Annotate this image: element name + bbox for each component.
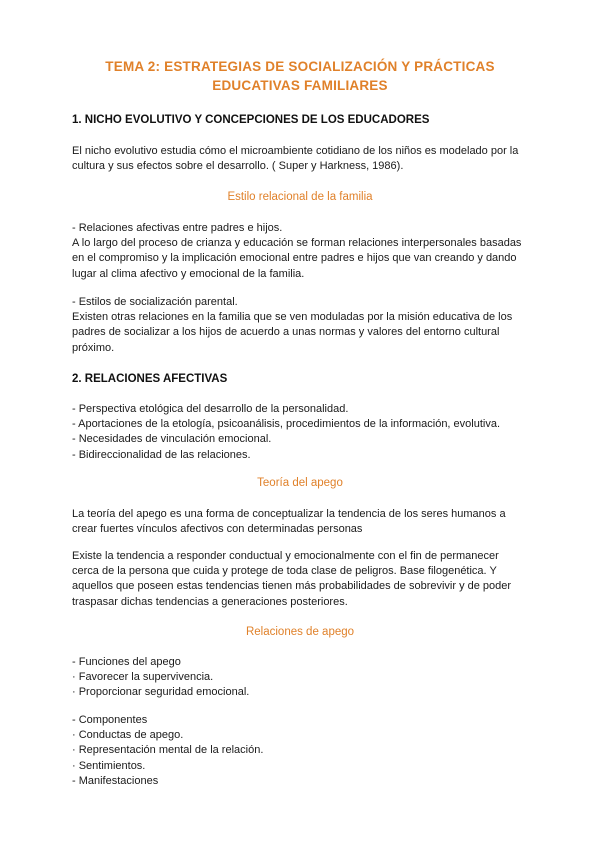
text-line: aquellos que poseen estas tendencias tienen más probabilidades de sobrevivir y de poder	[72, 580, 512, 593]
list-item: - Perspectiva etológica del desarrollo de la personalidad.	[72, 403, 349, 415]
title-line-1: TEMA 2: ESTRATEGIAS DE SOCIALIZACIÓN Y PRÁCTICAS	[105, 59, 495, 74]
section-2-paragraph-1	[72, 507, 532, 537]
componentes-list	[72, 713, 532, 789]
text-line: - Estilos de socialización parental.	[72, 296, 238, 308]
list-item: - Funciones del apego	[72, 656, 181, 668]
section-2-paragraph-2	[72, 549, 532, 610]
list-item: · Conductas de apego.	[72, 729, 184, 742]
subheading-relaciones-apego: Relaciones de apego	[245, 626, 355, 638]
text-line: La teoría del apego es una forma de conceptualizar la tendencia de los seres humanos a	[72, 508, 506, 520]
text-line: en el compromiso y la implicación emocional entre padres e hijos que van creando y dando	[72, 252, 517, 265]
subheading-teoria-apego: Teoría del apego	[257, 477, 343, 489]
list-item: · Favorecer la supervivencia.	[72, 671, 214, 684]
list-item: - Necesidades de vinculación emocional.	[72, 433, 272, 446]
text-line: crear fuertes vínculos afectivos con determinadas personas	[72, 523, 363, 536]
text-line: - Relaciones afectivas entre padres e hijos.	[72, 222, 283, 234]
list-item: - Aportaciones de la etología, psicoanálisis, procedimientos de la información, evolutiva.	[72, 418, 501, 431]
section-2-heading: 2. RELACIONES AFECTIVAS	[72, 373, 228, 385]
text-line: Existe la tendencia a responder conductual y emocionalmente con el fin de permanecer	[72, 550, 499, 562]
document-title	[0, 57, 600, 95]
title-line-2: EDUCATIVAS FAMILIARES	[212, 78, 388, 93]
text-line: cultura y sus efectos sobre el desarrollo. ( Super y Harkness, 1986).	[72, 160, 404, 173]
list-item: · Proporcionar seguridad emocional.	[72, 686, 250, 699]
text-line: Existen otras relaciones en la familia que se ven moduladas por la misión educativa de los	[72, 311, 513, 324]
text-line: traspasar dichas tendencias a generaciones posteriores.	[72, 595, 348, 608]
text-line: A lo largo del proceso de crianza y educación se forman relaciones interpersonales basadas	[72, 237, 522, 250]
list-item: - Bidireccionalidad de las relaciones.	[72, 448, 251, 461]
list-item: - Componentes	[72, 714, 148, 726]
text-line: padres de socializar a los hijos de acuerdo a unas normas y valores del entorno cultural	[72, 326, 500, 339]
section-1-intro	[72, 144, 532, 174]
section-2-list	[72, 402, 532, 463]
section-1-block-1	[72, 221, 532, 282]
list-item: · Sentimientos.	[72, 759, 146, 772]
text-line: El nicho evolutivo estudia cómo el microambiente cotidiano de los niños es modelado por la	[72, 145, 519, 157]
text-line: próximo.	[72, 341, 115, 354]
list-item: · Representación mental de la relación.	[72, 744, 264, 757]
text-line: lugar al clima afectivo y emocional de la familia.	[72, 267, 305, 280]
list-item: - Manifestaciones	[72, 774, 159, 787]
section-1-block-2	[72, 295, 532, 356]
text-line: cerca de la persona que cuida y protege de toda clase de peligros. Base filogenética. Y	[72, 565, 497, 578]
funciones-list	[72, 655, 532, 701]
subheading-estilo-relacional: Estilo relacional de la familia	[227, 191, 373, 203]
section-1-heading: 1. NICHO EVOLUTIVO Y CONCEPCIONES DE LOS EDUCADORES	[72, 114, 430, 126]
